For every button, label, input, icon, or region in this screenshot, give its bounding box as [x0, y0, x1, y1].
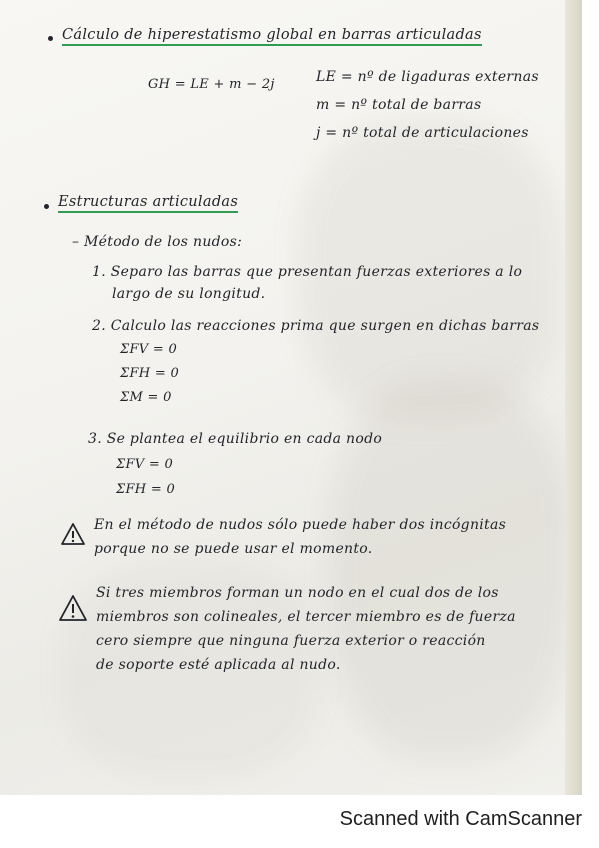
warning-text: cero siempre que ninguna fuerza exterior o reacción [96, 633, 486, 649]
formula: GH = LE + m − 2j [148, 77, 275, 92]
equation: ΣFV = 0 [116, 457, 174, 472]
bullet [48, 36, 53, 41]
legend-line: m = nº total de barras [316, 97, 482, 113]
step-text: 3. Se plantea el equilibrio en cada nodo [88, 431, 383, 447]
method-title: – Método de los nudos: [72, 234, 243, 250]
warning-triangle-icon [58, 594, 88, 622]
legend-line: LE = nº de ligaduras externas [316, 69, 539, 85]
legend-line: j = nº total de articulaciones [316, 125, 529, 141]
section-heading [58, 194, 238, 210]
warning-text: porque no se puede usar el momento. [94, 541, 373, 557]
warning-text: Si tres miembros forman un nodo en el cual dos de los [96, 585, 499, 601]
warning-text: de soporte esté aplicada al nudo. [96, 657, 341, 673]
equation: ΣFH = 0 [120, 366, 180, 381]
warning-triangle-icon [60, 522, 86, 546]
warning-text: miembros son colineales, el tercer miembro es de fuerza [96, 609, 516, 625]
bullet [44, 204, 49, 209]
heading-text: Cálculo de hiperestatismo global en barras articuladas [62, 27, 482, 46]
equation: ΣFH = 0 [116, 482, 176, 497]
equation: ΣFV = 0 [120, 342, 178, 357]
page-edge [565, 0, 582, 795]
step-text: 2. Calculo las reacciones prima que surgen en dichas barras [92, 318, 540, 334]
heading-text: Estructuras articuladas [58, 194, 238, 213]
step-text: largo de su longitud. [112, 286, 266, 302]
scanner-watermark: Scanned with CamScanner [339, 808, 582, 830]
section-heading [62, 27, 482, 43]
step-text: 1. Separo las barras que presentan fuerzas exteriores a lo [92, 264, 523, 280]
warning-text: En el método de nudos sólo puede haber dos incógnitas [94, 517, 507, 533]
equation: ΣM = 0 [120, 390, 172, 405]
